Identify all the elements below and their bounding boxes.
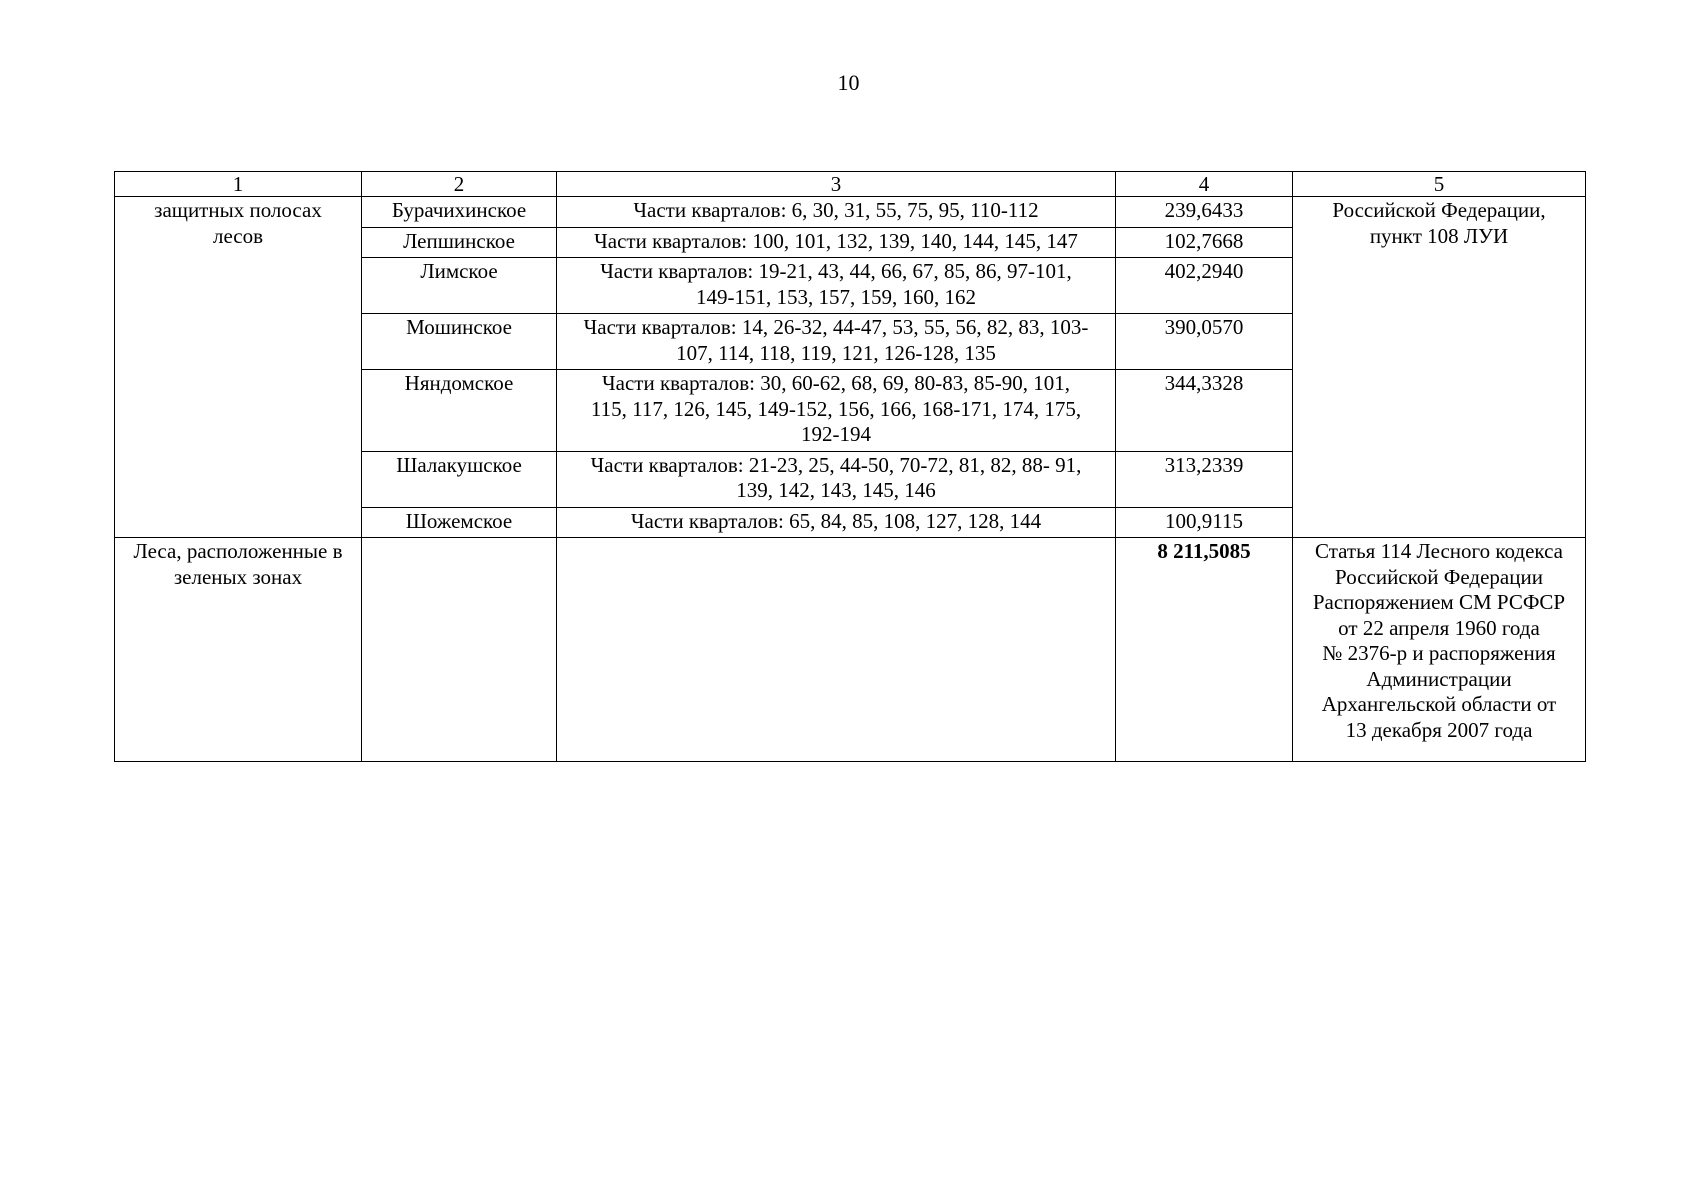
legal-basis-line: Российской Федерации, [1332, 198, 1546, 222]
area-cell: 344,3328 [1116, 370, 1293, 452]
legal-basis-cell [1293, 197, 1586, 538]
forestry-cell: Мошинское [362, 314, 557, 370]
legal-basis-cell [1293, 538, 1586, 762]
quarters-cell [557, 451, 1116, 507]
quarters-cell [557, 227, 1116, 258]
quarters-cell [557, 258, 1116, 314]
forestry-cell: Лепшинское [362, 227, 557, 258]
area-cell: 239,6433 [1116, 197, 1293, 228]
category-line: лесов [212, 223, 264, 248]
category-cell [115, 197, 362, 538]
quarters-cell [557, 370, 1116, 452]
category-line: Леса, расположенные в [133, 539, 343, 563]
quarters-line: Части кварталов: 6, 30, 31, 55, 75, 95, 110-112 [633, 198, 1039, 222]
area-cell: 100,9115 [1116, 507, 1293, 538]
quarters-cell [557, 507, 1116, 538]
column-number: 4 [1116, 172, 1293, 197]
category-cell [115, 538, 362, 762]
column-number: 1 [115, 172, 362, 197]
area-cell: 390,0570 [1116, 314, 1293, 370]
column-number: 3 [557, 172, 1116, 197]
page-number: 10 [837, 70, 860, 95]
forestry-cell: Лимское [362, 258, 557, 314]
quarters-line: 149-151, 153, 157, 159, 160, 162 [696, 284, 976, 309]
forestry-cell: Бурачихинское [362, 197, 557, 228]
quarters-line: Части кварталов: 30, 60-62, 68, 69, 80-83, 85-90, 101, [602, 371, 1070, 395]
forestry-cell: Няндомское [362, 370, 557, 452]
table-header-row [115, 172, 1586, 197]
quarters-line: Части кварталов: 21-23, 25, 44-50, 70-72, 81, 82, 88- 91, [590, 452, 1082, 477]
table-row [115, 538, 1586, 762]
legal-basis-line: от 22 апреля 1960 года [1338, 615, 1540, 640]
quarters-line: 139, 142, 143, 145, 146 [736, 478, 936, 502]
quarters-line: Части кварталов: 14, 26-32, 44-47, 53, 55, 56, 82, 83, 103- [583, 315, 1089, 339]
legal-basis-line: Архангельской области от [1321, 692, 1557, 716]
quarters-line: 107, 114, 118, 119, 121, 126-128, 135 [676, 340, 996, 365]
category-line: защитных полосах [154, 198, 322, 222]
legal-basis-line: Российской Федерации [1335, 564, 1543, 589]
total-area-cell: 8 211,5085 [1116, 538, 1293, 762]
category-line: зеленых зонах [173, 564, 303, 589]
forest-table [114, 171, 1586, 762]
quarters-cell [557, 314, 1116, 370]
forestry-cell: Шалакушское [362, 451, 557, 507]
area-cell: 402,2940 [1116, 258, 1293, 314]
legal-basis-line: Администрации [1366, 666, 1512, 691]
legal-basis-line: Распоряжением СМ РСФСР [1312, 590, 1566, 614]
quarters-cell [557, 197, 1116, 228]
table-row [115, 197, 1586, 228]
quarters-line: Части кварталов: 100, 101, 132, 139, 140, 144, 145, 147 [594, 228, 1078, 253]
area-cell: 102,7668 [1116, 227, 1293, 258]
forestry-cell: Шожемское [362, 507, 557, 538]
column-number: 2 [362, 172, 557, 197]
legal-basis-line: Статья 114 Лесного кодекса [1314, 539, 1564, 563]
quarters-line: Части кварталов: 19-21, 43, 44, 66, 67, 85, 86, 97-101, [600, 259, 1072, 283]
quarters-line: Части кварталов: 65, 84, 85, 108, 127, 128, 144 [630, 508, 1042, 533]
quarters-cell [557, 538, 1116, 762]
column-number: 5 [1293, 172, 1586, 197]
quarters-line: 115, 117, 126, 145, 149-152, 156, 166, 168-171, 174, 175, [590, 396, 1082, 421]
legal-basis-line: 13 декабря 2007 года [1345, 717, 1533, 742]
legal-basis-line: пункт 108 ЛУИ [1369, 223, 1509, 248]
quarters-line: 192-194 [801, 422, 871, 446]
forestry-cell [362, 538, 557, 762]
area-cell: 313,2339 [1116, 451, 1293, 507]
legal-basis-line: № 2376-р и распоряжения [1322, 641, 1556, 665]
